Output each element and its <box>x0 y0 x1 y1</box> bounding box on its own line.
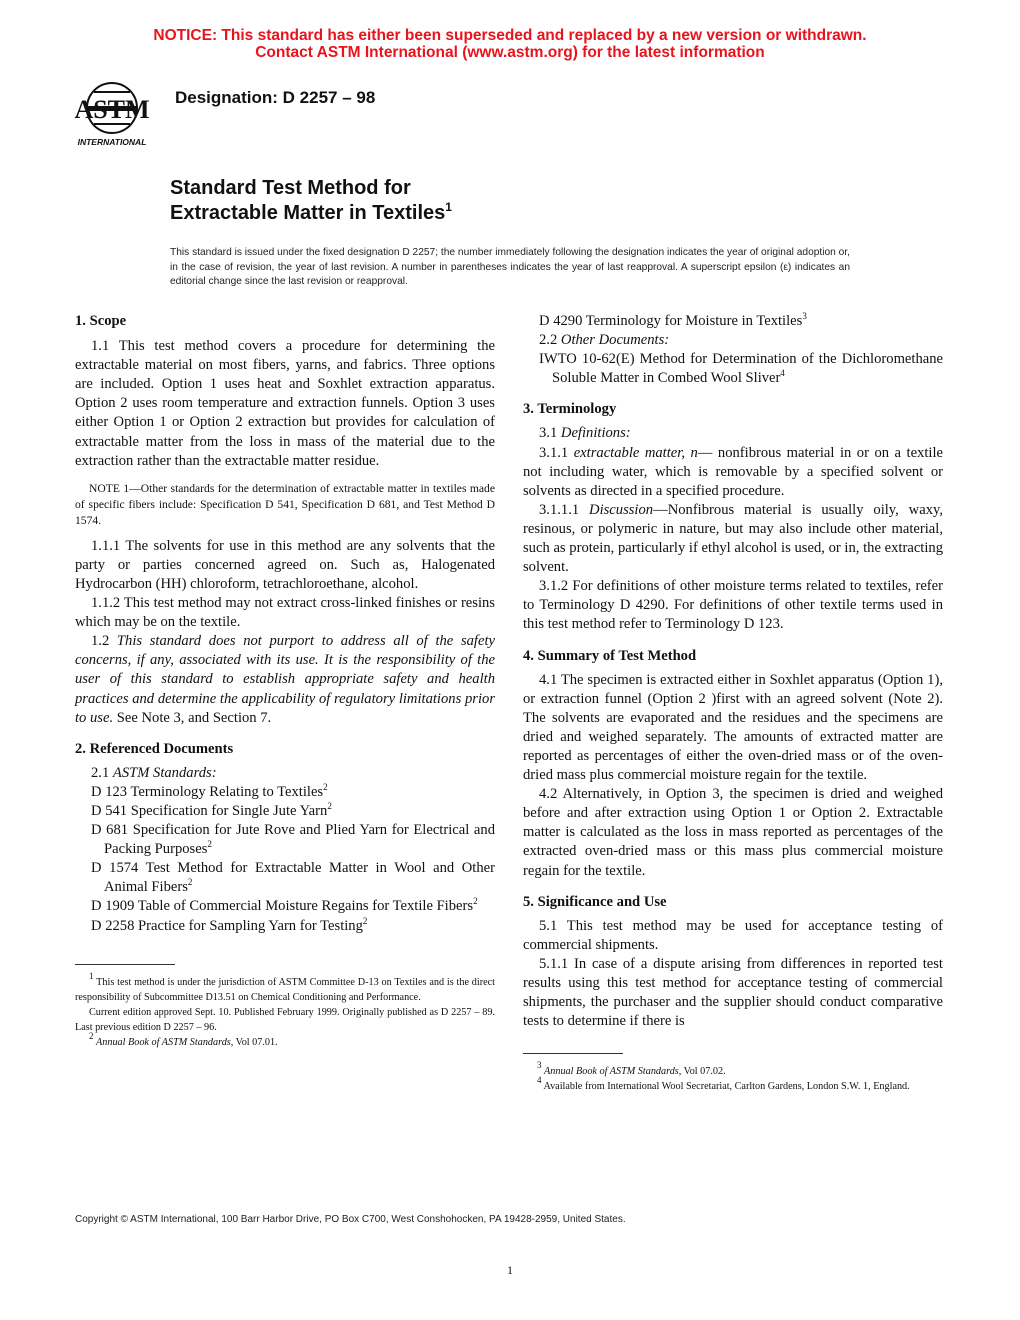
para-2-2: 2.2 Other Documents: <box>539 332 670 349</box>
footnote-1b: Current edition approved Sept. 10. Published February 1999. Originally published as D 2257 – 89. Last previous edition D 2257 – 96. <box>75 1006 495 1033</box>
title-footnote-ref: 1 <box>445 200 452 214</box>
para-1-1: 1.1 This test method covers a procedure for determining the extractable material on most fibers, yarns, and fabrics. Three options are included. Option 1 uses heat and Soxhlet extraction apparatus. Option 2 uses room temperature and extraction funnels. Option 3 uses either Option 1 or Option 2 extraction but provides for calculation of extractable matter from the loss in mass of the material due to the extraction rather than the extractable matter residue. <box>75 338 495 469</box>
para-4-1: 4.1 The specimen is extracted either in Soxhlet apparatus (Option 1), or extraction funnel (Option 2 )first with an agreed solvent (Note 2). The solvents are evaporated and the residues and the specimens are dried and weighed separately. The amounts of extracted matter are reported as percentages of either the oven-dried mass or of the oven-dried mass plus commercial moisture regain for the textile. <box>523 671 943 784</box>
para-1-1-2: 1.1.2 This test method may not extract cross-linked finishes or resins which may be on the textile. <box>75 595 495 631</box>
para-2-1: 2.1 ASTM Standards: <box>91 764 217 781</box>
ref-d2258: D 2258 Practice for Sampling Yarn for Testing$^2$ <box>91 915 368 934</box>
para-1-2: 1.2 This standard does not purport to address all of the safety concerns, if any, associated with its use. It is the responsibility of the user of this standard to establish appropriate safety and health practices and determine the applicability of regulatory limitations prior to use. See Note 3, and Section 7. <box>75 633 495 726</box>
section-4-heading: 4. Summary of Test Method <box>523 647 697 664</box>
ref-iwto: IWTO 10-62(E) Method for Determination of the Dichloromethane Soluble Matter in Combed Wool Sliver$^4$ <box>539 351 943 387</box>
para-3-1-2: 3.1.2 For definitions of other moisture terms related to textiles, refer to Terminology D 4290. For definitions of other textile terms used in this test method refer to Terminology D 123. <box>523 578 943 633</box>
title-line-2: Extractable Matter in Textiles$^1$ <box>170 200 452 224</box>
withdrawal-notice <box>0 27 1020 61</box>
document-title <box>170 176 452 226</box>
section-5-heading: 5. Significance and Use <box>523 893 667 910</box>
para-3-1-1: 3.1.1 extractable matter, n— nonfibrous material in or on a textile not including water, which is removable by a specified solvent or solvents as directed in a specified procedure. <box>523 444 944 499</box>
astm-logo <box>70 78 160 148</box>
notice-line-2: Contact ASTM International (www.astm.org) for the latest information <box>255 44 765 61</box>
ref-d681: D 681 Specification for Jute Rove and Plied Yarn for Electrical and Packing Purposes$^2$ <box>91 822 495 858</box>
section-1-heading: 1. Scope <box>75 313 127 329</box>
footnote-2: $^2$ Annual Book of ASTM Standards, Vol 07.01. <box>89 1030 278 1048</box>
para-1-1-1: 1.1.1 The solvents for use in this method are any solvents that the party or parties concerned agreed on. Such as, Halogenated Hydrocarbon (HH) chloroform, tetrachloroethane, alcohol. <box>75 537 495 592</box>
note-1: NOTE 1—Other standards for the determination of extractable matter in textiles made of specific fibers include: Specification D 541, Specification D 681, and Test Method D 1574. <box>75 481 495 527</box>
ref-d541: D 541 Specification for Single Jute Yarn$^2$ <box>91 800 332 819</box>
designation: Designation: D 2257 – 98 <box>175 88 376 107</box>
ref-d1909: D 1909 Table of Commercial Moisture Regains for Textile Fibers$^2$ <box>91 896 478 915</box>
section-3-heading: 3. Terminology <box>523 401 617 418</box>
para-4-2: 4.2 Alternatively, in Option 3, the specimen is dried and weighed before and after extraction using Option 1 or Option 2. Extractable matter is calculated as the loss in mass reported as percentages of the extracted oven-dried mass or this mass plus commercial moisture regain for the textile. <box>523 786 943 879</box>
title-line-1: Standard Test Method for <box>170 177 411 199</box>
section-2-heading: 2. Referenced Documents <box>75 740 234 757</box>
footnote-rule <box>75 964 175 965</box>
page-number: 1 <box>507 1263 513 1277</box>
para-5-1-1: 5.1.1 In case of a dispute arising from differences in reported test results using this test method for acceptance testing of commercial shipments, the purchaser and the supplier should conduct comparative tests to determine if there is <box>523 955 943 1030</box>
para-3-1: 3.1 Definitions: <box>539 425 631 442</box>
left-column <box>75 312 495 1050</box>
issuance-statement: This standard is issued under the fixed designation D 2257; the number immediately following the designation indicates the year of original adoption or, in the case of revision, the year of last revision. A number in parentheses indicates the year of last reapproval. A superscript epsilon (ε) indicates an editorial change since the last revision or reapproval. <box>170 247 850 287</box>
footnote-3: $^3$ Annual Book of ASTM Standards, Vol 07.02. <box>537 1060 726 1078</box>
ref-d4290: D 4290 Terminology for Moisture in Textiles$^3$ <box>539 311 807 329</box>
footnote-rule-right <box>523 1053 623 1054</box>
para-5-1: 5.1 This test method may be used for acceptance testing of commercial shipments. <box>523 917 943 953</box>
logo-lettering: ASTM <box>74 95 150 124</box>
copyright-line: Copyright © ASTM International, 100 Barr Harbor Drive, PO Box C700, West Conshohocken, PA 19428-2959, United States. <box>75 1214 626 1225</box>
notice-line-1: NOTICE: This standard has either been superseded and replaced by a new version or withdrawn. <box>153 27 867 44</box>
right-column <box>523 312 943 1094</box>
ref-d123: D 123 Terminology Relating to Textiles$^2$ <box>91 781 328 800</box>
para-3-1-1-1: 3.1.1.1 Discussion—Nonfibrous material is usually oily, waxy, resinous, or polymeric in nature, but may also include other material, such as protein, particularly if ethyl alcohol is used, or in, the extracting solvent. <box>523 501 943 576</box>
footnote-4: $^4$ Available from International Wool Secretariat, Carlton Gardens, London S.W. 1, England. <box>537 1075 910 1093</box>
logo-sub-lettering: INTERNATIONAL <box>77 137 147 147</box>
footnote-1: $^1$ This test method is under the jurisdiction of ASTM Committee D-13 on Textiles and is the direct responsibility of Subcommittee D13.51 on Chemical Conditioning and Performance. <box>75 970 495 1003</box>
ref-d1574: D 1574 Test Method for Extractable Matter in Wool and Other Animal Fibers$^2$ <box>91 860 495 896</box>
